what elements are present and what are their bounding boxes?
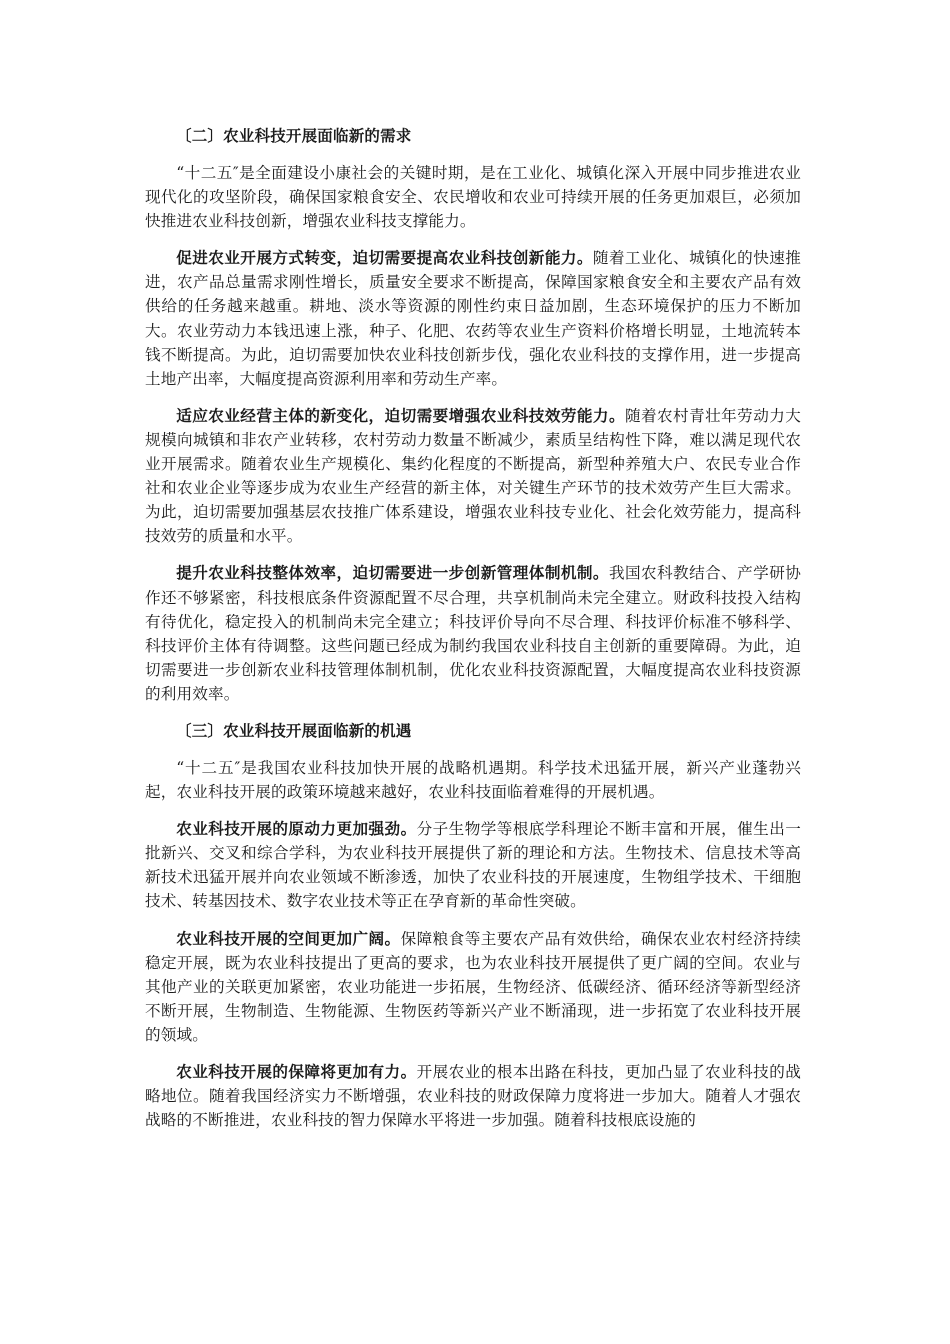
paragraph xyxy=(145,161,801,233)
paragraph xyxy=(145,756,801,804)
paragraph xyxy=(145,927,801,1047)
paragraph-lead: 促进农业开展方式转变，迫切需要提高农业科技创新能力。 xyxy=(176,249,593,268)
paragraph-text: 我国农科教结合、产学研协作还不够紧密，科技根底条件资源配置不尽合理，共享机制尚未完全建立。财政科技投入结构有待优化，稳定投入的机制尚未完全建立；科技评价导向不尽合理、科技评价标准不够科学、科技评价主体有待调整。这些问题已经成为制约我国农业科技自主创新的重要障碍。为此，迫切需要进一步创新农业科技管理体制机制，优化农业科技资源配置，大幅度提高农业科技资源的利用效率。 xyxy=(145,564,801,703)
paragraph-text: “十二五″是全面建设小康社会的关键时期，是在工业化、城镇化深入开展中同步推进农业现代化的攻坚阶段，确保国家粮食安全、农民增收和农业可持续开展的任务更加艰巨，必须加快推进农业科技创新，增强农业科技支撑能力。 xyxy=(145,164,801,231)
paragraph-text: 开展农业的根本出路在科技，更加凸显了农业科技的战略地位。随着我国经济实力不断增强，农业科技的财政保障力度将进一步加大。随着人才强农战略的不断推进，农业科技的智力保障水平将进一步加强。随着科技根底设施的 xyxy=(145,1063,801,1130)
paragraph xyxy=(145,246,801,391)
paragraph-text: “十二五″是我国农业科技加快开展的战略机遇期。科学技术迅猛开展，新兴产业蓬勃兴起，农业科技开展的政策环境越来越好，农业科技面临着难得的开展机遇。 xyxy=(145,758,801,802)
paragraph xyxy=(145,404,801,549)
paragraph-text: 保障粮食等主要农产品有效供给，确保农业农村经济持续稳定开展，既为农业科技提出了更高的要求，也为农业科技开展提供了更广阔的空间。农业与其他产业的关联更加紧密，农业功能进一步拓展，生物经济、低碳经济、循环经济等新型经济不断开展，生物制造、生物能源、生物医药等新兴产业不断涌现，进一步拓宽了农业科技开展的领域。 xyxy=(145,929,801,1044)
section-heading-2: 〔二〕农业科技开展面临新的需求 xyxy=(176,127,412,145)
paragraph-text: 随着农村青壮年劳动力大规模向城镇和非农产业转移，农村劳动力数量不断减少，素质呈结构性下降，难以满足现代农业开展需求。随着农业生产规模化、集约化程度的不断提高，新型种养殖大户、农民专业合作社和农业企业等逐步成为农业生产经营的新主体，对关键生产环节的技术效劳产生巨大需求。为此，迫切需要加强基层农技推广体系建设，增强农业科技专业化、社会化效劳能力，提高科技效劳的质量和水平。 xyxy=(145,406,801,546)
paragraph-text: 分子生物学等根底学科理论不断丰富和开展，催生出一批新兴、交叉和综合学科，为农业科技开展提供了新的理论和方法。生物技术、信息技术等高新技术迅猛开展并向农业领域不断渗透，加快了农业科技的开展速度，生物组学技术、干细胞技术、转基因技术、数字农业技术等正在孕育新的革命性突破。 xyxy=(145,820,801,911)
paragraph-lead: 农业科技开展的空间更加广阔。 xyxy=(176,929,401,948)
paragraph-text: 随着工业化、城镇化的快速推进，农产品总量需求刚性增长，质量安全要求不断提高，保障国家粮食安全和主要农产品有效供给的任务越来越重。耕地、淡水等资源的刚性约束日益加剧，生态环境保护的压力不断加大。农业劳动力本钱迅速上涨，种子、化肥、农药等农业生产资料价格增长明显，土地流转本钱不断提高。为此，迫切需要加快农业科技创新步伐，强化农业科技的支撑作用，进一步提高土地产出率，大幅度提高资源利用率和劳动生产率。 xyxy=(145,249,802,388)
document-page xyxy=(145,124,801,1145)
paragraph xyxy=(145,561,801,706)
paragraph xyxy=(145,817,801,913)
paragraph-lead: 适应农业经营主体的新变化，迫切需要增强农业科技效劳能力。 xyxy=(176,406,625,425)
paragraph xyxy=(145,1060,801,1132)
paragraph-lead: 提升农业科技整体效率，迫切需要进一步创新管理体制机制。 xyxy=(176,564,609,583)
paragraph-lead: 农业科技开展的保障将更加有力。 xyxy=(176,1063,417,1081)
section-heading-3: 〔三〕农业科技开展面临新的机遇 xyxy=(176,721,412,740)
paragraph-lead: 农业科技开展的原动力更加强劲。 xyxy=(176,820,417,839)
